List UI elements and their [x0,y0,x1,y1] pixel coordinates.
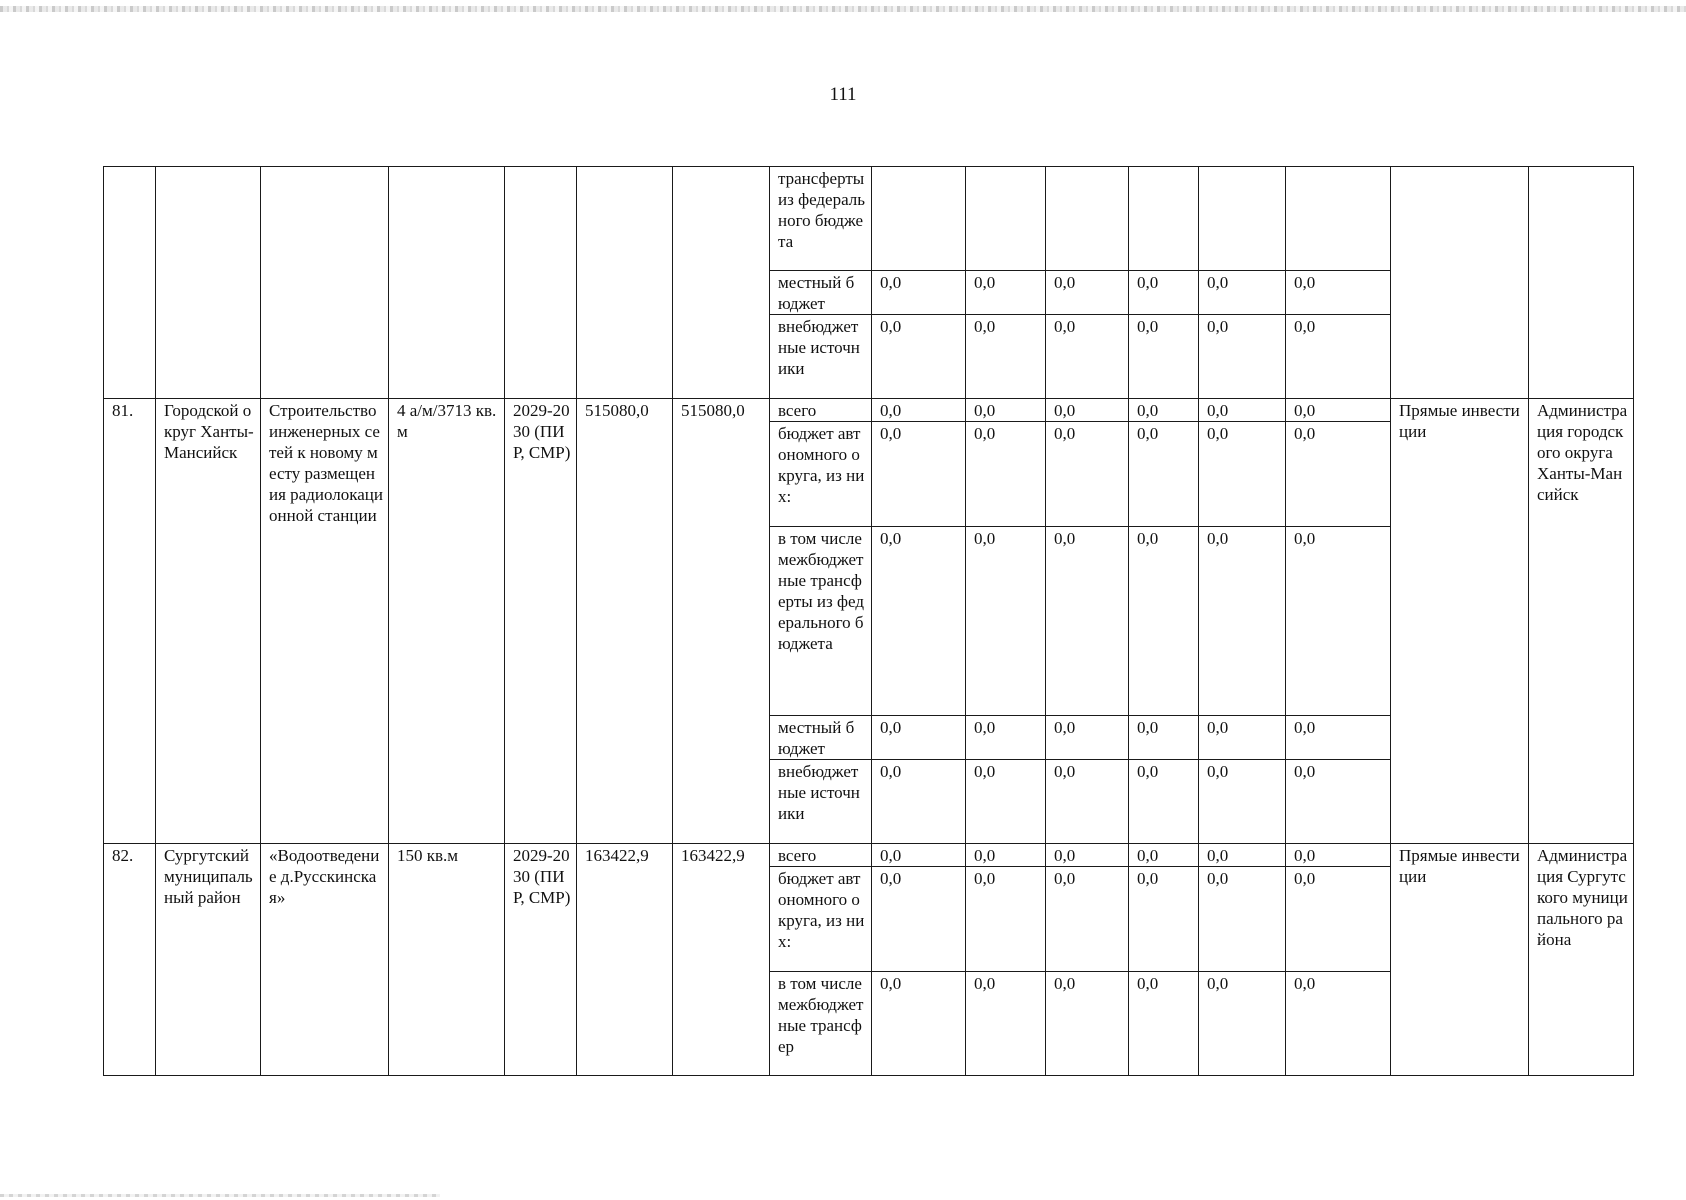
value-cell: 0,0 [872,315,966,399]
value-cell: 0,0 [966,527,1046,716]
value-cell: 0,0 [1129,399,1199,422]
value-cell: 0,0 [872,527,966,716]
value-cell: 0,0 [1286,716,1391,760]
row-number: 81. [104,399,156,844]
value-cell: 0,0 [1199,527,1286,716]
value-cell: 0,0 [1046,844,1129,867]
remaining-cost-cell: 163422,9 [673,844,770,1076]
value-cell: 0,0 [966,760,1046,844]
value-cell: 0,0 [966,399,1046,422]
empty-cell [104,167,156,399]
value-cell: 0,0 [1286,867,1391,972]
value-cell: 0,0 [1199,844,1286,867]
table-row [104,844,1634,867]
municipality-cell: Сургутский муниципальный район [156,844,261,1076]
value-cell: 0,0 [1046,399,1129,422]
value-cell: 0,0 [1129,422,1199,527]
object-name-cell: «Водоотведение д.Русскинская» [261,844,389,1076]
value-cell: 0,0 [1286,271,1391,315]
funding-source-label: трансферты из федерального бюджета [770,167,872,271]
funding-source-label: внебюджетные источники [770,315,872,399]
value-cell: 0,0 [872,760,966,844]
value-cell: 0,0 [1286,844,1391,867]
row-number: 82. [104,844,156,1076]
value-cell: 0,0 [1129,972,1199,1076]
value-cell: 0,0 [966,271,1046,315]
empty-cell [1391,167,1529,399]
value-cell: 0,0 [1286,315,1391,399]
value-cell [966,167,1046,271]
value-cell: 0,0 [1129,716,1199,760]
value-cell: 0,0 [1286,422,1391,527]
capacity-cell: 150 кв.м [389,844,505,1076]
value-cell: 0,0 [966,716,1046,760]
empty-cell [505,167,577,399]
value-cell: 0,0 [1286,972,1391,1076]
value-cell: 0,0 [1199,760,1286,844]
empty-cell [1529,167,1634,399]
value-cell: 0,0 [872,716,966,760]
funding-source-label: бюджет автономного округа, из них: [770,867,872,972]
value-cell: 0,0 [1046,271,1129,315]
value-cell: 0,0 [872,271,966,315]
empty-cell [156,167,261,399]
value-cell: 0,0 [872,399,966,422]
value-cell: 0,0 [1129,315,1199,399]
period-cell: 2029-2030 (ПИР, СМР) [505,399,577,844]
municipality-cell: Городской округ Ханты-Мансийск [156,399,261,844]
value-cell: 0,0 [872,844,966,867]
object-name-cell: Строительство инженерных сетей к новому месту размещения радиолокационной станции [261,399,389,844]
executor-cell: Администрация Сургутского муниципального района [1529,844,1634,1076]
scan-artifact-top [0,6,1686,12]
value-cell: 0,0 [966,867,1046,972]
value-cell: 0,0 [872,867,966,972]
cost-cell: 515080,0 [577,399,673,844]
empty-cell [577,167,673,399]
value-cell [872,167,966,271]
value-cell: 0,0 [872,422,966,527]
value-cell: 0,0 [1129,867,1199,972]
funding-source-label: местный бюджет [770,271,872,315]
value-cell: 0,0 [1046,972,1129,1076]
scan-artifact-bottom [0,1194,440,1197]
value-cell: 0,0 [1286,760,1391,844]
remaining-cost-cell: 515080,0 [673,399,770,844]
value-cell: 0,0 [1046,716,1129,760]
empty-cell [261,167,389,399]
value-cell: 0,0 [1199,271,1286,315]
empty-cell [389,167,505,399]
value-cell: 0,0 [872,972,966,1076]
funding-source-label: бюджет автономного округа, из них: [770,422,872,527]
value-cell [1129,167,1199,271]
value-cell: 0,0 [1199,315,1286,399]
value-cell: 0,0 [966,315,1046,399]
value-cell: 0,0 [1046,760,1129,844]
value-cell: 0,0 [966,972,1046,1076]
empty-cell [673,167,770,399]
value-cell: 0,0 [1286,527,1391,716]
value-cell: 0,0 [1129,527,1199,716]
value-cell: 0,0 [1046,527,1129,716]
funding-source-label: местный бюджет [770,716,872,760]
table-body [104,167,1634,1076]
value-cell: 0,0 [1286,399,1391,422]
capacity-cell: 4 а/м/3713 кв.м [389,399,505,844]
funding-source-label: всего [770,399,872,422]
period-cell: 2029-2030 (ПИР, СМР) [505,844,577,1076]
investment-table [103,166,1634,1076]
value-cell: 0,0 [1046,315,1129,399]
investment-type-cell: Прямые инвестиции [1391,399,1529,844]
funding-source-label: внебюджетные источники [770,760,872,844]
value-cell: 0,0 [1129,844,1199,867]
value-cell: 0,0 [966,422,1046,527]
value-cell: 0,0 [1129,271,1199,315]
page-number: 111 [829,84,857,105]
cost-cell: 163422,9 [577,844,673,1076]
value-cell [1046,167,1129,271]
value-cell: 0,0 [1199,399,1286,422]
table-row [104,167,1634,271]
value-cell: 0,0 [1199,422,1286,527]
investment-type-cell: Прямые инвестиции [1391,844,1529,1076]
value-cell: 0,0 [1129,760,1199,844]
value-cell: 0,0 [1199,972,1286,1076]
value-cell: 0,0 [966,844,1046,867]
value-cell: 0,0 [1199,867,1286,972]
value-cell: 0,0 [1046,867,1129,972]
value-cell [1286,167,1391,271]
executor-cell: Администрация городского округа Ханты-Мансийск [1529,399,1634,844]
value-cell: 0,0 [1046,422,1129,527]
funding-source-label: всего [770,844,872,867]
funding-source-label: в том числе межбюджетные трансферты из федерального бюджета [770,527,872,716]
funding-source-label: в том числе межбюджетные трансфер [770,972,872,1076]
value-cell: 0,0 [1199,716,1286,760]
table-row [104,399,1634,422]
value-cell [1199,167,1286,271]
